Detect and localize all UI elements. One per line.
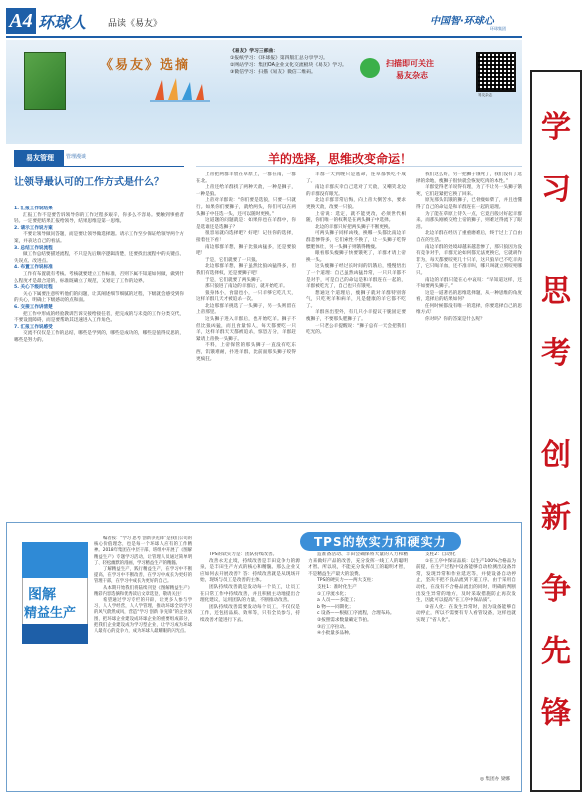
management-badge: 易友管理: [14, 150, 64, 166]
left-article-paragraph: 3. 总结工作说流程: [14, 245, 53, 251]
tps-col1-paragraph: 团队持续改善需要发动每个员工，不仅仅是工作，还包括品质、效率等，只有全员参与，持续改善才能进行下去。: [200, 604, 300, 623]
side-slogan-char: 争: [541, 572, 571, 607]
middle-col1-paragraph: 不料，上帝保管的那头狮子一直没有吃东西，饥饿难耐，扑进羊群，比前面那头狮子咬得更疯狂。: [196, 343, 296, 362]
study-step-3: ③微信学习：扫描《易友》微信二维码。: [230, 70, 316, 75]
tps-col2-paragraph: ②按照需求数量确定节拍。: [317, 617, 372, 623]
tps-column-1: [200, 552, 300, 782]
editor-note-paragraph: 希望通过学习专栏的开辟，让更多人参与学习，人人学经营，人人学管理，推动环球全员学习的风气蔚然成风，营造“学习 创新 争先锋”的企业氛围，把环球企业建设成环球企业的重要组成部分，把我们企业建设成为学习型企业，让学习成为环球人最有心的竞争力，成为环球人最耀眼的闪光点。: [94, 598, 192, 635]
tps-col2-paragraph: 造准备活动、丰田会确保将大量的人力和精力来做好产品的改善，充分发挥一线工人的聪明才智。所以说，不能充分发挥员工的聪明才智，不是精益生产最大的浪费。: [308, 552, 408, 577]
tps-col2-paragraph: TPS的硬实力——两大支柱：: [317, 578, 377, 584]
side-slogan-char: 锋: [541, 696, 571, 731]
qr-code[interactable]: [476, 52, 516, 92]
middle-col1-paragraph: 于是，它们就要了两头狮子。: [205, 277, 265, 283]
left-article-paragraph: 1. 汇报工作说结果: [14, 206, 53, 211]
tps-column-2: [308, 552, 408, 782]
middle-col3-paragraph: 原先那头饥饿的狮子，已骨瘦如柴了，并且也懂得了自己的命运是和羊群连在一起的道理。: [416, 198, 522, 210]
management-badge-sub: 管理漫谈: [66, 154, 87, 160]
middle-col2-paragraph: 上帝说：选定，就不能更改，必须世代相随，你们唯一的权利是在两头狮子中选择。: [306, 211, 406, 224]
book-title-line-2: 精益生产: [24, 606, 77, 621]
tps-col2-paragraph: b 物——同期化；: [317, 604, 354, 610]
middle-col3-paragraph: 为了能在草原上待久一点，它竟百般讨好起羊群来。而那头刚被交给上帝的狮子，则难过得流下了眼泪。: [416, 211, 522, 230]
wechat-icon: [360, 58, 380, 78]
editor-note-paragraph: 从本期开始我们将陆续刊登《图解精益生产》精彩内容选摘和优秀读后文章选登，敬请关注！: [94, 585, 192, 597]
left-article-paragraph: 把工作中形成的经验教训告诉交接给接任者，把完成的与未竟的工作分类交代，不要设置障碍，而是要帮助其迅速进入工作角色。: [14, 311, 184, 324]
middle-col3-paragraph: 你对吗？你的答案是什么呢？: [425, 317, 485, 323]
middle-col1-paragraph: 这道题的问题就是：如果你也在羊群中，你是选谁还是选狮子？: [196, 218, 296, 230]
tps-col3-paragraph: ①在工序中保证品质：以生产100%合格品为前提，在生产过程中设备能够自动检测出设备异常，发现异常和作业延迟等，并使设备自动停止，坚决不把不良品流到下道工序。由于采用自动化，在没有不合格品流出的同时，明确的判断出发生异常的地方，及时采取措施防止再次发生，因此可以提高“在工序中保品质”。: [416, 558, 516, 604]
book-cover-footer: [22, 624, 88, 644]
left-article-title: 让领导最认可的工作方式是什么？: [14, 177, 164, 188]
left-article-paragraph: 关心下属要注意听听他们的问题，让其阐述细节细腻的过程，下级就会感受到你的关心，明确上下级感动的点和面。: [14, 291, 184, 304]
tps-article-title: TPS的软实力和硬实力: [300, 532, 461, 551]
tps-col2-paragraph: ④小批量多品种。: [317, 631, 354, 637]
study-steps-box: [230, 48, 347, 76]
middle-col2-paragraph: 羊群一天到晚只是逃命，连草都快吃不成了。: [306, 172, 406, 184]
middle-col2-paragraph: 可两头狮子同样凶残，换哪一头都比南边羊群悲惨得多，它们索性不换了，让一头狮子吃得膘肥体壮，另一头狮子则饿得精瘦。: [306, 231, 406, 250]
section-name: 品读《易友》: [108, 19, 163, 29]
side-slogan-char: 习: [541, 172, 571, 207]
left-article-paragraph: 7. 汇报工作说感受: [14, 324, 53, 330]
scan-prompt: [386, 58, 434, 82]
middle-col1-paragraph: 北边那群羊挑选了一头狮子，另一头则留在上帝那里。: [196, 303, 296, 316]
badge-underline: [14, 166, 184, 167]
middle-article-column-2: [306, 172, 406, 520]
left-article-paragraph: 做工作总结要描述流程，不只是先后顺序逻辑清楚，还要找出流程中的关键点、失误点、改进点。: [14, 252, 184, 264]
tps-col1-paragraph: 团队持续改善就是发动每一个员工，让员工在日常工作中持续改善，并且积极主动地提出合理化建议，运用团队的力量，不断推动改善。: [200, 584, 300, 604]
middle-col3-paragraph: 北边羊群在经历了重重磨难后，终于过上了自由自在的生活。: [416, 231, 522, 243]
left-article-paragraph: 交流不仅仅是工作的总结，哪些是学到的，哪些是成功的，哪些是值得反思的，哪些是努力的。: [14, 331, 184, 343]
middle-col2-paragraph: 北边羊群非常后悔，向上帝大倒苦水，要求更换天敌，改要一只狼。: [306, 198, 406, 210]
left-article-paragraph: 汇报工作不是要告诉领导你的工作过程多艰辛，你多么不容易。要触到事重者轻。一定要把结果汇报给领导，结果思维是第一思维。: [14, 212, 184, 225]
left-article-paragraph: 5. 关心下级问过程: [14, 285, 53, 291]
side-slogan-char: 新: [541, 500, 571, 535]
middle-col1-paragraph: 那只狼进了南边的羊群后，就开始吃羊。: [205, 284, 288, 290]
tps-col2-paragraph: ③后工序拉动。: [317, 624, 349, 630]
middle-col3-paragraph: 我们这么好，另一把狮子饿死了，我们没有了选择的余地，瘦狮子很快就会恢复吃肉的本性。”: [416, 172, 522, 184]
tps-col3-paragraph: 支柱2：自动化: [425, 552, 456, 557]
scan-line-1: 扫描即可关注: [386, 59, 434, 68]
brand-slogan: 中国智·环球心: [430, 16, 494, 27]
left-article-paragraph: 工作有布置就有考核。考核就要建立工作标准，否则下属不知道如何做，做到什么程度才是最合适的，标准既确立了规范，又划定了工作的边界。: [14, 271, 184, 284]
middle-col1-paragraph: 北边那群羊想，狮子虽然比狼凶猛得多，但我们有选择权，还是要狮子吧！: [196, 264, 296, 276]
tps-col2-paragraph: a 人员——多能工；: [317, 598, 359, 604]
middle-col1-paragraph: 这头狮子进入羊群后，也开始吃羊。狮子不但比狼凶猛，而且食量惊人，每天都要吃一只羊，这样羊群天天都被追杀，惊恐万分，羊群赶紧请上帝换一头狮子。: [196, 317, 296, 342]
middle-col1-paragraph: 很容易就向选择吧？好吧！记住你的选择，接着往下看！: [196, 231, 296, 243]
middle-article-column-3: [416, 172, 522, 520]
header-divider: [6, 36, 522, 38]
middle-col2-paragraph: 想通这个道理后，瘦狮子就对羊群特别客气，只吃死羊和病羊，凡是健康的羊它都不吃了。: [306, 290, 406, 309]
middle-col3-paragraph: 这是一道著名的思维选择题，从一种思维的角度看，选择后的结果如何？: [416, 290, 522, 303]
scan-line-2: 易友杂志: [396, 71, 428, 80]
middle-article-column-1: [196, 172, 296, 520]
middle-col3-paragraph: 羊群觉得老羊说得有理，为了不让另一头狮子饿死，它们赶紧把它换了回来。: [416, 185, 522, 197]
tps-col3-paragraph: ②省人化：在发生异常时，因为设备能够自动停止，所以不需要有专人看管设备，这样也就实现了“省人化”。: [416, 604, 516, 623]
tps-column-3: [416, 552, 516, 782]
tps-col2-paragraph: c 设备——根据工序流程，合理布局。: [317, 611, 395, 617]
study-steps-title: 《易友》学习三部曲：: [230, 49, 278, 54]
magazine-title: 《易友》选摘: [100, 58, 191, 73]
study-step-1: ①报纸学习：《环球报》第四版汇总分享学习。: [230, 56, 328, 61]
middle-col2-paragraph: 南边羊群庆幸自己选对了天敌，又嘲笑北边的羊群没有眼光。: [306, 185, 406, 197]
middle-col1-paragraph: 于是，它们就要了一只狼。: [205, 257, 261, 263]
newspaper-logo-name: 环球人: [38, 13, 87, 32]
editor-note: [94, 536, 192, 786]
sailboats-illustration: [150, 76, 210, 102]
book-cover-header: [22, 542, 88, 578]
tps-col1-paragraph: 改善永无止境，持续改善是丰田竞争力的源泉，是丰田生产方式的核心和精髓。那么企业又应如何去开展改善？答：持续改善就是从现场开始，现场与员工是改善的主体。: [200, 558, 300, 584]
middle-col2-paragraph: 眼看那头瘦狮子快要饿死了，羊群才请上帝换一头。: [306, 251, 406, 263]
middle-col1-paragraph: 上帝把两群羊放在草原上，一群在南，一群在北。: [196, 172, 296, 184]
tps-col2-paragraph: 支柱1：准时化生产: [317, 584, 357, 590]
left-article-paragraph: 2. 请示工作说方案: [14, 225, 53, 231]
tps-col2-paragraph: ①工序流水化；: [317, 591, 349, 597]
qr-label: 易友杂志: [478, 93, 493, 97]
tps-col1-paragraph: TPS的软实力是：团队持续改善。: [209, 552, 278, 557]
middle-col1-paragraph: 南边那群羊想，狮子比狼凶猛多，还是要狼吧！: [196, 244, 296, 257]
editor-note-paragraph: 编者按：“学习 思考 创新争先锋”是我们公司的核心价值理念，也是每一个环球人应有的工作精神。2018年集团在中层干部、班组中开展了《图解精益生产》专题学习活动，让管理人员通过简单明了、轻松幽默的漫画，学习精益生产的精髓。: [94, 536, 192, 566]
middle-col3-paragraph: 任何时候都没有唯一的选择，你要选择自己的思维方式！: [416, 303, 522, 316]
side-slogan-char: 学: [541, 110, 571, 145]
side-slogan-banner: [530, 70, 582, 792]
middle-col2-paragraph: 这头瘦狮子经过长时间的饥饿后，慢慢悟出了一个道理：自己虽然凶猛异常，一只只羊都不是对手，可是自己的命运是和羊群连在一起的，羊群被吃光了，自己也只有饿死。: [306, 264, 406, 290]
middle-col2-paragraph: 羊群喜出望外，有几只小羊提议干脆固定要瘦狮子，不要那头肥狮子了。: [306, 310, 406, 323]
study-step-2: ②网站学习：集团OA企业文化交流板块《易友》学习。: [230, 63, 347, 68]
side-slogan-char: 考: [541, 336, 571, 371]
side-slogan-char: 创: [541, 438, 571, 473]
middle-col3-paragraph: 南边的羊群只能在心中哀叹：“早知道这样，还不如要两头狮子。”: [416, 277, 522, 290]
book-title-line-1: 图解: [28, 587, 56, 603]
editor-note-paragraph: 了解精益生产，践行精益生产，在学习中不断提高，在学习中不断改善，在学习中成长为更好的管理干部，在学习中成长为更好的自己。: [94, 567, 192, 585]
left-article-paragraph: 6. 交接工作讲清楚: [14, 304, 53, 310]
left-article-paragraph: 4. 布置工作说标准: [14, 265, 53, 271]
article-signature: ◎ 集团办 梁娜: [480, 777, 510, 782]
middle-col1-paragraph: 上帝对羊群说：“你们要是选狼，只要一只就行。如果你们要狮子，就给两头，你们可以在两头狮子中任选一头，还可以随时更换。”: [196, 198, 296, 217]
side-slogan-char: 思: [541, 274, 571, 309]
left-article-paragraph: 不要让领导做问答题，而是要让领导做选择题。请示工作至少保证给领导两个方案，并表达自己的看法。: [14, 232, 184, 244]
middle-col1-paragraph: 狼身体小，食量也小，一只羊够它吃几天，这样羊群几天才被追杀一次。: [196, 290, 296, 303]
brand-sub: 环球集团: [490, 26, 506, 31]
middle-col2-paragraph: 一只老公羊提醒说：“狮子总有一天会把我们吃光的。: [306, 323, 406, 336]
left-article-body: [14, 206, 184, 516]
magazine-cover-image: [24, 52, 66, 110]
middle-article-title: 羊的选择，思维改变命运！: [268, 152, 413, 166]
newspaper-logo-mark: A4: [6, 8, 36, 34]
side-slogan-char: 先: [541, 634, 571, 669]
middle-col2-paragraph: 北边的羊群只好把两头狮子不断更换。: [315, 224, 394, 230]
middle-col3-paragraph: 南边羊群的处境却越来越悲惨了，那只狼因为没有竞争对手，羊群无论如何都无法更换它，它就胡作非为，每天都要咬死几十只羊，这只狼早已不吃羊肉了，它只喝羊血，还不准羊叫，哪只叫就立刻咬死哪只。: [416, 244, 522, 276]
middle-col1-paragraph: 上帝还给羊群找了两种天敌，一种是狮子，一种是狼。: [196, 185, 296, 197]
